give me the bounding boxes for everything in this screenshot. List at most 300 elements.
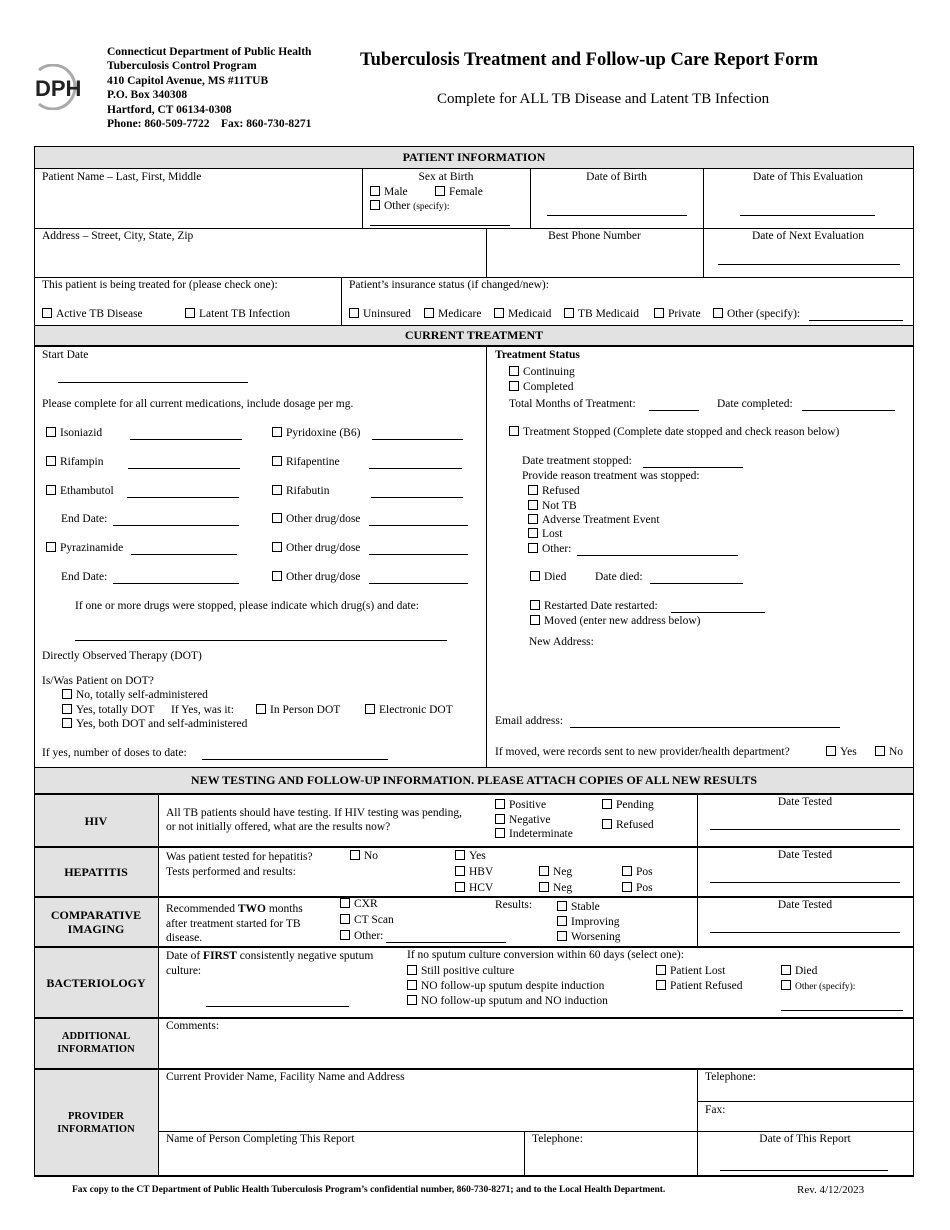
label: Private (668, 308, 701, 320)
records-sent-label: If moved, were records sent to new provider/health department? (495, 746, 790, 758)
date-died-label: Date died: (595, 571, 643, 583)
hiv-refused[interactable] (602, 819, 654, 831)
imaging-text-post: months after treatment started for TB disease. (166, 903, 303, 944)
label: Treatment Stopped (Complete date stopped and check reason below) (523, 426, 840, 438)
hiv-pending[interactable] (602, 799, 654, 811)
dot-yes[interactable] (62, 704, 154, 716)
label: No (889, 746, 904, 758)
bact-died[interactable] (781, 965, 817, 977)
checkbox[interactable] (62, 704, 72, 714)
label: Other drug/dose (286, 542, 361, 554)
checkbox[interactable] (656, 965, 666, 975)
checkbox[interactable] (370, 200, 380, 210)
label: Male (384, 186, 408, 198)
insurance-label: Patient’s insurance status (if changed/new): (349, 279, 549, 291)
imaging-text-pre: Recommended (166, 903, 238, 915)
label: Isoniazid (60, 427, 103, 439)
rifabutin-option[interactable] (272, 485, 329, 497)
patient-info-header: PATIENT INFORMATION (402, 150, 546, 164)
total-months-field[interactable] (649, 410, 699, 411)
dph-logo (33, 64, 89, 110)
ins-other-line[interactable] (809, 320, 903, 321)
bact-text-post: consistently negative sputum culture: (166, 950, 374, 977)
hiv-negative[interactable] (495, 814, 551, 826)
start-date-label: Start Date (42, 349, 89, 361)
label: Pending (616, 799, 654, 811)
label: Uninsured (363, 308, 411, 320)
ins-medicare[interactable] (424, 308, 481, 320)
hep-yes[interactable] (455, 850, 486, 862)
bact-text-pre: Date of (166, 950, 204, 962)
label: Latent TB Infection (199, 308, 291, 320)
org-line: Hartford, CT 06134-0308 (107, 103, 232, 116)
checkbox[interactable] (539, 866, 549, 876)
hep-no[interactable] (350, 850, 378, 862)
checkbox[interactable] (781, 980, 791, 990)
img-date-field[interactable] (710, 932, 900, 933)
next-eval-field[interactable] (718, 264, 900, 265)
checkbox[interactable] (350, 850, 360, 860)
ins-medicaid[interactable] (494, 308, 551, 320)
img-stable[interactable] (557, 901, 600, 913)
checkbox[interactable] (528, 543, 538, 553)
label: Yes (840, 746, 857, 758)
img-date-label: Date Tested (777, 899, 833, 911)
sex-male[interactable] (370, 186, 408, 198)
checkbox[interactable] (528, 528, 538, 538)
revision: Rev. 4/12/2023 (797, 1184, 865, 1196)
label: Yes, totally DOT (76, 704, 155, 716)
checkbox[interactable] (62, 718, 72, 728)
label: Pyridoxine (B6) (286, 427, 361, 439)
label: Pyrazinamide (60, 542, 124, 554)
label: Continuing (523, 366, 575, 378)
label: In Person DOT (270, 704, 341, 716)
checkbox[interactable] (407, 965, 417, 975)
checkbox[interactable] (272, 485, 282, 495)
label: Indeterminate (509, 828, 573, 840)
bact-text (166, 949, 381, 978)
other-drug-field[interactable] (369, 554, 468, 555)
org-line: P.O. Box 340308 (107, 89, 188, 102)
label: Electronic DOT (379, 704, 453, 716)
checkbox[interactable] (602, 819, 612, 829)
doses-field[interactable] (202, 759, 388, 760)
bact-still-positive[interactable] (407, 965, 514, 977)
reason-adverse[interactable] (528, 514, 660, 526)
treated-for-label: This patient is being treated for (please check one): (42, 279, 278, 291)
ins-other[interactable] (713, 308, 800, 320)
checkbox[interactable] (557, 931, 567, 941)
meds-instructions: Please complete for all current medications, include dosage per mg. (42, 398, 354, 410)
label: NO follow-up sputum and NO induction (421, 995, 608, 1007)
sex-female[interactable] (435, 186, 483, 198)
checkbox[interactable] (530, 615, 540, 625)
org-line: Connecticut Department of Public Health (107, 46, 312, 58)
img-other[interactable] (340, 930, 383, 942)
dot-no[interactable] (62, 689, 208, 701)
checkbox[interactable] (495, 828, 505, 838)
checkbox[interactable] (340, 898, 350, 908)
checkbox[interactable] (435, 186, 445, 196)
additional-info-label: ADDITIONAL INFORMATION (57, 1031, 135, 1055)
label: Lost (542, 528, 563, 540)
label: Moved (enter new address below) (544, 615, 701, 627)
label: Rifapentine (286, 456, 340, 468)
hbv-pos[interactable] (622, 866, 653, 878)
checkbox[interactable] (256, 704, 266, 714)
provider-name-field[interactable] (166, 1087, 686, 1127)
form-subtitle: Complete for ALL TB Disease and Latent TB Infection (437, 91, 770, 107)
checkbox[interactable] (272, 571, 282, 581)
label: Other: (542, 543, 572, 555)
label: CT Scan (354, 914, 394, 926)
imaging-text-two: TWO (237, 903, 266, 915)
dob-field[interactable] (547, 215, 687, 216)
rifabutin-dose[interactable] (371, 497, 463, 498)
label: Refused (542, 485, 580, 497)
total-months-label: Total Months of Treatment: (509, 398, 636, 410)
other-drug-field[interactable] (369, 583, 468, 584)
hcv-pos[interactable] (622, 882, 653, 894)
org-line: 410 Capitol Avenue, MS #11TUB (107, 74, 269, 87)
phone-label: Best Phone Number (548, 230, 641, 242)
reason-other[interactable] (528, 543, 571, 555)
hiv-indeterminate[interactable] (495, 828, 573, 840)
records-yes[interactable] (826, 746, 857, 758)
provider-telephone-label: Telephone: (705, 1071, 756, 1083)
logo-text: DPH (35, 76, 82, 101)
new-address-field[interactable] (529, 652, 899, 707)
dot-in-person[interactable] (256, 704, 340, 716)
label: Neg (553, 882, 573, 894)
label: TB Medicaid (578, 308, 639, 320)
checkbox[interactable] (455, 850, 465, 860)
label: Patient Refused (670, 980, 743, 992)
checkbox[interactable] (455, 882, 465, 892)
checkbox[interactable] (528, 485, 538, 495)
address-field[interactable] (42, 245, 472, 275)
bact-no-fu-induction[interactable] (407, 980, 604, 992)
label: Other (384, 200, 411, 212)
checkbox[interactable] (530, 571, 540, 581)
checkbox[interactable] (713, 308, 723, 318)
dob-label: Date of Birth (586, 171, 647, 183)
checkbox[interactable] (495, 814, 505, 824)
form-title: Tuberculosis Treatment and Follow-up Care Report Form (360, 50, 819, 70)
label: Completed (523, 381, 574, 393)
img-worsening[interactable] (557, 931, 621, 943)
checkbox[interactable] (564, 308, 574, 318)
label: No, totally self-administered (76, 689, 208, 701)
hiv-text: All TB patients should have testing. If HIV testing was pending, or not initially offered, what are the results now? (166, 807, 462, 833)
ins-uninsured[interactable] (349, 308, 411, 320)
isoniazid-option[interactable] (46, 427, 102, 439)
checkbox[interactable] (539, 882, 549, 892)
checkbox[interactable] (42, 308, 52, 318)
next-eval-label: Date of Next Evaluation (751, 230, 865, 242)
active-tb-option[interactable] (42, 308, 143, 320)
fax-note: Fax copy to the CT Department of Public Health Tuberculosis Program’s confidential number, 860-730-8271; and to the Local Health Department. (72, 1185, 666, 1195)
checkbox[interactable] (455, 866, 465, 876)
phone-field[interactable] (495, 245, 695, 275)
dot-if-yes: If Yes, was it: (171, 704, 234, 716)
label: Neg (553, 866, 573, 878)
reason-not-tb[interactable] (528, 500, 577, 512)
checkbox[interactable] (509, 366, 519, 376)
status-moved[interactable] (530, 615, 700, 627)
ins-tb-medicaid[interactable] (564, 308, 639, 320)
checkbox[interactable] (528, 500, 538, 510)
imaging-text (166, 902, 326, 946)
hiv-date-field[interactable] (710, 829, 900, 830)
checkbox[interactable] (509, 426, 519, 436)
label: Medicare (438, 308, 482, 320)
ins-private[interactable] (654, 308, 701, 320)
new-address-label: New Address: (529, 636, 594, 648)
status-title: Treatment Status (495, 349, 580, 361)
label: HBV (469, 866, 494, 878)
checkbox[interactable] (365, 704, 375, 714)
checkbox[interactable] (272, 456, 282, 466)
provider-name-label: Current Provider Name, Facility Name and Address (166, 1071, 405, 1083)
label: CXR (354, 898, 378, 910)
address-label: Address – Street, City, State, Zip (42, 230, 194, 242)
label: Yes (469, 850, 486, 862)
label: Other (specify): (727, 308, 801, 320)
checkbox[interactable] (557, 916, 567, 926)
eval-date-label: Date of This Evaluation (753, 171, 863, 183)
pyridoxine-dose[interactable] (372, 439, 463, 440)
label: Improving (571, 916, 620, 928)
checkbox[interactable] (622, 882, 632, 892)
dot-electronic[interactable] (365, 704, 453, 716)
label: HCV (469, 882, 494, 894)
records-no[interactable] (875, 746, 903, 758)
date-completed-field[interactable] (802, 410, 895, 411)
bact-pt-refused[interactable] (656, 980, 743, 992)
pyrazinamide-dose[interactable] (131, 554, 237, 555)
checkbox[interactable] (424, 308, 434, 318)
org-line: Tuberculosis Control Program (107, 60, 257, 73)
label: Worsening (571, 931, 621, 943)
reason-refused[interactable] (528, 485, 580, 497)
hep-hbv[interactable] (455, 866, 493, 878)
label: Other (specify): (795, 982, 856, 992)
patient-name-label: Patient Name – Last, First, Middle (42, 171, 202, 183)
latent-tb-option[interactable] (185, 308, 290, 320)
checkbox[interactable] (349, 308, 359, 318)
dot-question: Is/Was Patient on DOT? (42, 675, 154, 687)
date-completed-label: Date completed: (717, 398, 793, 410)
label: Yes, both DOT and self-administered (76, 718, 248, 730)
bacteriology-label: BACTERIOLOGY (46, 976, 146, 990)
label: Female (449, 186, 483, 198)
checkbox[interactable] (557, 901, 567, 911)
other-drug-option[interactable] (272, 513, 360, 525)
start-date-field[interactable] (58, 382, 248, 383)
label: Other drug/dose (286, 513, 361, 525)
checkbox[interactable] (654, 308, 664, 318)
date-stopped-field[interactable] (643, 467, 743, 468)
pyridoxine-option[interactable] (272, 427, 360, 439)
label: Ethambutol (60, 485, 114, 497)
label: Restarted Date restarted: (544, 600, 658, 612)
org-address (107, 45, 311, 131)
dot-title: Directly Observed Therapy (DOT) (42, 650, 202, 662)
checkbox[interactable] (340, 930, 350, 940)
label: Pos (636, 866, 653, 878)
org-phone: Phone: 860-509-7722 Fax: 860-730-8271 (107, 118, 312, 131)
label: Medicaid (508, 308, 552, 320)
rifapentine-dose[interactable] (369, 468, 462, 469)
checkbox[interactable] (272, 513, 282, 523)
ethambutol-option[interactable] (46, 485, 114, 497)
hep-question: Was patient tested for hepatitis? (166, 851, 313, 863)
status-died[interactable] (530, 571, 566, 583)
hep-date-field[interactable] (710, 882, 900, 883)
checkbox[interactable] (528, 514, 538, 524)
label: Adverse Treatment Event (542, 514, 660, 526)
other-drug-option[interactable] (272, 571, 360, 583)
label: Stable (571, 901, 600, 913)
provider-fax-label: Fax: (705, 1104, 726, 1116)
label: Other: (354, 930, 384, 942)
checkbox[interactable] (46, 427, 56, 437)
testing-header: NEW TESTING AND FOLLOW-UP INFORMATION. PLEASE ATTACH COPIES OF ALL NEW RESULTS (190, 773, 758, 787)
checkbox[interactable] (495, 799, 505, 809)
label: Not TB (542, 500, 577, 512)
sex-label: Sex at Birth (418, 171, 474, 183)
rifampin-dose[interactable] (128, 468, 240, 469)
img-results-label: Results: (495, 899, 533, 911)
checkbox[interactable] (62, 689, 72, 699)
label: Died (795, 965, 818, 977)
img-improving[interactable] (557, 916, 620, 928)
rifampin-option[interactable] (46, 456, 103, 468)
hep-tests-label: Tests performed and results: (166, 866, 296, 878)
label: Rifampin (60, 456, 104, 468)
checkbox[interactable] (407, 995, 417, 1005)
checkbox[interactable] (509, 381, 519, 391)
reason-lost[interactable] (528, 528, 562, 540)
bact-other[interactable] (781, 980, 855, 992)
end-date-label: End Date: (61, 513, 108, 525)
checkbox[interactable] (530, 600, 540, 610)
bact-text-first: FIRST (203, 950, 237, 962)
date-died-field[interactable] (650, 583, 743, 584)
completer-telephone-label: Telephone: (532, 1133, 583, 1145)
reason-other-field[interactable] (577, 555, 738, 556)
sex-other-line[interactable] (370, 225, 510, 226)
ethambutol-dose[interactable] (127, 497, 239, 498)
isoniazid-dose[interactable] (130, 439, 242, 440)
checkbox[interactable] (46, 456, 56, 466)
checkbox[interactable] (494, 308, 504, 318)
img-other-field[interactable] (386, 942, 506, 943)
checkbox[interactable] (272, 427, 282, 437)
label: Pos (636, 882, 653, 894)
checkbox[interactable] (622, 866, 632, 876)
label: Died (544, 571, 567, 583)
checkbox[interactable] (602, 799, 612, 809)
report-date-label: Date of This Report (759, 1133, 851, 1145)
label: Patient Lost (670, 965, 726, 977)
eval-date-field[interactable] (740, 215, 875, 216)
status-stopped[interactable] (509, 426, 839, 438)
stopped-drugs-field[interactable] (75, 640, 447, 641)
checkbox[interactable] (185, 308, 195, 318)
hepatitis-label: HEPATITIS (64, 865, 128, 879)
checkbox[interactable] (826, 746, 836, 756)
report-date-field[interactable] (720, 1170, 888, 1171)
patient-name-field[interactable] (42, 185, 352, 225)
bact-other-field[interactable] (781, 1010, 903, 1011)
email-field[interactable] (570, 727, 840, 728)
label: No (364, 850, 379, 862)
label: Positive (509, 799, 547, 811)
checkbox[interactable] (46, 485, 56, 495)
end-date-field[interactable] (113, 583, 239, 584)
checkbox[interactable] (656, 980, 666, 990)
comments-field[interactable] (166, 1036, 906, 1066)
hiv-label: HIV (84, 814, 108, 828)
reason-label: Provide reason treatment was stopped: (522, 470, 700, 482)
end-date-label: End Date: (61, 571, 108, 583)
other-drug-option[interactable] (272, 542, 360, 554)
status-restarted[interactable] (530, 600, 658, 612)
hiv-date-label: Date Tested (777, 796, 833, 808)
doses-label: If yes, number of doses to date: (42, 747, 187, 759)
hep-hcv[interactable] (455, 882, 493, 894)
dot-both[interactable] (62, 718, 247, 730)
completer-name-label: Name of Person Completing This Report (166, 1133, 355, 1145)
checkbox[interactable] (370, 186, 380, 196)
date-restarted-field[interactable] (671, 612, 765, 613)
img-cxr[interactable] (340, 898, 378, 910)
checkbox[interactable] (781, 965, 791, 975)
specify: (specify): (413, 202, 450, 212)
hiv-positive[interactable] (495, 799, 546, 811)
no-conversion-label: If no sputum culture conversion within 60 days (select one): (407, 949, 684, 961)
pyrazinamide-option[interactable] (46, 542, 123, 554)
rifapentine-option[interactable] (272, 456, 340, 468)
checkbox[interactable] (340, 914, 350, 924)
label: Negative (509, 814, 551, 826)
provider-info-label: PROVIDER INFORMATION (57, 1111, 135, 1135)
email-label: Email address: (495, 715, 564, 727)
hbv-neg[interactable] (539, 866, 572, 878)
label: Active TB Disease (56, 308, 143, 320)
bact-no-fu-no-induction[interactable] (407, 995, 608, 1007)
sex-other[interactable] (370, 200, 449, 212)
status-completed[interactable] (509, 381, 573, 393)
checkbox[interactable] (875, 746, 885, 756)
checkbox[interactable] (407, 980, 417, 990)
date-stopped-label: Date treatment stopped: (522, 455, 632, 467)
bact-date-field[interactable] (206, 1006, 349, 1007)
label: Refused (616, 819, 654, 831)
other-drug-field[interactable] (369, 525, 468, 526)
img-ct[interactable] (340, 914, 394, 926)
imaging-label: COMPARATIVE IMAGING (50, 908, 142, 936)
checkbox[interactable] (272, 542, 282, 552)
bact-pt-lost[interactable] (656, 965, 725, 977)
hcv-neg[interactable] (539, 882, 572, 894)
checkbox[interactable] (46, 542, 56, 552)
status-continuing[interactable] (509, 366, 575, 378)
end-date-field[interactable] (113, 525, 239, 526)
